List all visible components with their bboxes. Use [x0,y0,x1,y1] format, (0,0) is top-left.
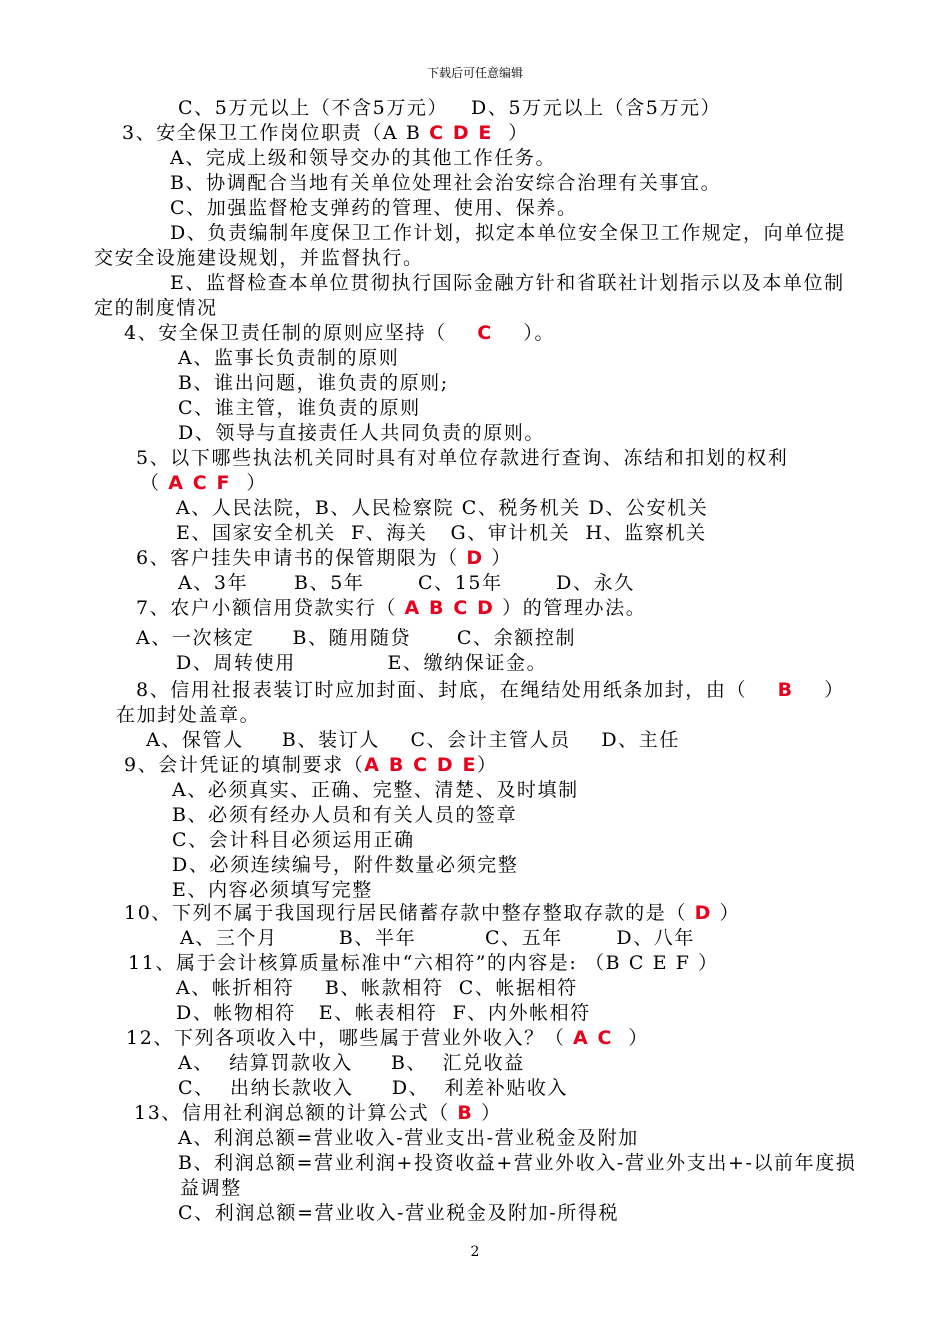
line-text: D、负责编制年度保卫工作计划，拟定本单位安全保卫工作规定，向单位提 [170,222,847,244]
line-text: A、3年 B、5年 C、15年 D、永久 [178,572,635,594]
line-text: A、 结算罚款收入 B、 汇兑收益 [178,1052,525,1074]
line-text: A、完成上级和领导交办的其他工作任务。 [170,147,557,169]
line-text: C、 出纳长款收入 D、 利差补贴收入 [178,1077,569,1099]
answer-mark: A C [573,1027,614,1049]
text-line [126,1026,649,1050]
line-text: ） [493,122,529,144]
line-text: 益调整 [180,1177,242,1199]
answer-mark: A C F [168,472,232,494]
text-line [178,96,721,120]
text-line [94,246,424,270]
text-line [128,951,719,975]
text-line [124,901,740,925]
text-line [178,1076,568,1100]
text-line [122,121,529,145]
text-line [136,546,512,570]
line-text: A、保管人 B、装订人 C、会计主管人员 D、主任 [146,729,680,751]
text-line [176,1001,591,1025]
text-line [170,171,721,195]
text-line [146,728,680,752]
text-line [178,346,399,370]
text-line [176,976,578,1000]
line-text: 3、安全保卫工作岗位职责（A B [122,122,430,144]
line-text: D、周转使用 E、缴纳保证金。 [176,652,548,674]
text-line [170,221,846,245]
line-text: 定的制度情况 [94,297,218,319]
line-text: A、监事长负责制的原则 [178,347,400,369]
line-text: ） [712,902,741,924]
text-line [124,753,498,777]
text-line [172,778,579,802]
line-text: A、利润总额=营业收入-营业支出-营业税金及附加 [178,1127,639,1149]
line-text: ）的管理办法。 [494,597,647,619]
text-line [172,803,517,827]
text-line [178,396,421,420]
line-text: A、一次核定 B、随用随贷 C、余额控制 [136,627,577,649]
text-line [124,321,555,345]
answer-mark: D [466,547,484,569]
text-line [178,1126,639,1150]
text-line [170,146,556,170]
line-text: ） [473,1102,502,1124]
line-text: ） [483,547,512,569]
line-text: E、监督检查本单位贯彻执行国际金融方针和省联社计划指示以及本单位制 [170,272,845,294]
answer-mark: D [694,902,712,924]
text-line [178,421,545,445]
line-text: ）。 [492,322,556,344]
text-line [178,1051,525,1075]
line-text: 12、下列各项收入中，哪些属于营业外收入？（ [126,1027,574,1049]
text-line [134,1101,502,1125]
line-text: A、帐折相符 B、帐款相符 C、帐据相符 [176,977,578,999]
answer-mark: B [457,1102,474,1124]
text-line [178,371,449,395]
line-text: A、人民法院，B、人民检察院 C、税务机关 D、公安机关 [176,497,709,519]
line-text: ） [613,1027,649,1049]
text-line [176,521,707,545]
page-number: 2 [470,1244,480,1260]
line-text: B、利润总额=营业利润+投资收益+营业外收入-营业外支出+-以前年度损 [178,1152,857,1174]
line-text: 13、信用社利润总额的计算公式（ [134,1102,458,1124]
line-text: 4、安全保卫责任制的原则应坚持（ [124,322,478,344]
text-line [178,1201,619,1225]
answer-mark: C D E [429,122,493,144]
line-text: 6、客户挂失申请书的保管期限为（ [136,547,467,569]
text-line [140,471,267,495]
line-text: A、三个月 B、半年 C、五年 D、八年 [180,927,696,949]
text-line [170,196,578,220]
line-text: D、必须连续编号，附件数量必须完整 [172,854,519,876]
line-text: 7、农户小额信用贷款实行（ [136,597,405,619]
line-text: D、帐物相符 E、帐表相符 F、内外帐相符 [176,1002,591,1024]
line-text: 8、信用社报表装订时应加封面、封底，在绳结处用纸条加封，由（ [136,679,778,701]
line-text: B、必须有经办人员和有关人员的签章 [172,804,518,826]
answer-mark: A B C D [404,597,495,619]
text-line [172,828,415,852]
text-line [116,703,260,727]
text-line [178,571,635,595]
text-line [136,626,576,650]
line-text: 11、属于会计核算质量标准中“六相符”的内容是: （B C E F ） [128,952,719,974]
text-line [172,878,373,902]
line-text: 5、以下哪些执法机关同时具有对单位存款进行查询、冻结和扣划的权利 [136,447,789,469]
line-text: 9、会计凭证的填制要求（ [124,754,365,776]
answer-mark: C [477,322,493,344]
line-text: 在加封处盖章。 [116,704,261,726]
text-line [136,678,845,702]
line-text: 交安全设施建设规划，并监督执行。 [94,247,424,269]
text-line [178,1151,856,1175]
text-line [180,1176,242,1200]
line-text: （ [140,472,169,494]
line-text: A、必须真实、正确、完整、清楚、及时填制 [172,779,579,801]
line-text: ） [477,754,498,776]
line-text: B、谁出问题，谁负责的原则; [178,372,449,394]
text-line [136,446,788,470]
line-text: ） [793,679,845,701]
line-text: E、内容必须填写完整 [172,879,373,901]
text-line [94,296,218,320]
page-header: 下载后可任意编辑 [426,66,523,80]
text-line [176,496,708,520]
line-text: E、国家安全机关 F、海关 G、审计机关 H、监察机关 [176,522,707,544]
text-line [172,853,518,877]
line-text: C、加强监督枪支弹药的管理、使用、保养。 [170,197,578,219]
text-line [170,271,845,295]
answer-mark: B [777,679,794,701]
line-text: 10、下列不属于我国现行居民储蓄存款中整存整取存款的是（ [124,902,695,924]
answer-mark: A B C D E [364,754,478,776]
text-line [136,596,646,620]
text-line [176,651,547,675]
line-text: ） [231,472,267,494]
text-line [180,926,695,950]
line-text: D、领导与直接责任人共同负责的原则。 [178,422,546,444]
line-text: C、利润总额=营业收入-营业税金及附加-所得税 [178,1202,620,1224]
line-text: C、谁主管，谁负责的原则 [178,397,421,419]
line-text: C、5万元以上（不含5万元） D、5万元以上（含5万元） [178,97,722,119]
line-text: C、会计科目必须运用正确 [172,829,415,851]
line-text: B、协调配合当地有关单位处理社会治安综合治理有关事宜。 [170,172,722,194]
